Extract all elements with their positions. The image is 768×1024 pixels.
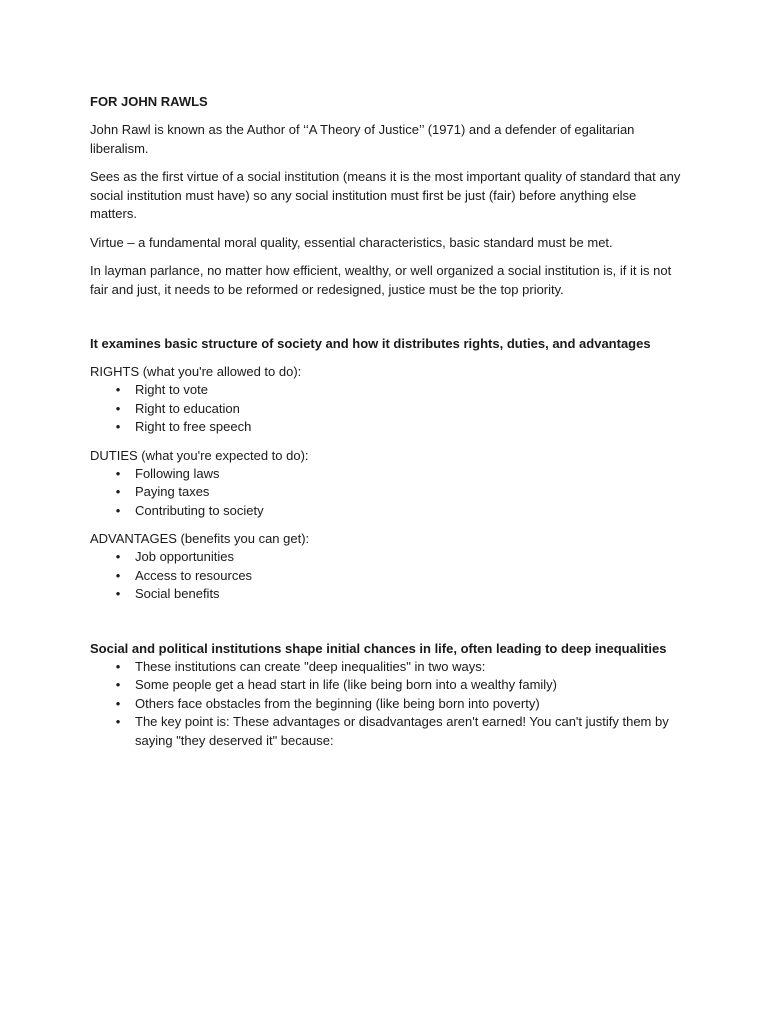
rights-list <box>90 381 685 437</box>
bullet-icon: • <box>115 400 121 416</box>
section-heading-institutions: Social and political institutions shape initial chances in life, often leading to deep inequalities <box>90 640 667 656</box>
bullet-icon: • <box>115 484 121 499</box>
rights-label: RIGHTS (what you're allowed to do): <box>90 364 302 379</box>
list-item: • Some people get a head start in life (like being born into a wealthy family) <box>90 676 685 695</box>
advantages-label: ADVANTAGES (benefits you can get): <box>90 531 310 546</box>
list-item: • Right to education <box>90 400 685 419</box>
list-item: • Contributing to society <box>90 502 685 521</box>
bullet-icon: • <box>115 382 121 397</box>
list-item: • Others face obstacles from the beginning (like being born into poverty) <box>90 695 685 714</box>
paragraph-layman: In layman parlance, no matter how efficient, wealthy, or well organized a social institution is, if it is not fair and just, it needs to be reformed or redesigned, justice must be the top priority. <box>90 263 672 297</box>
paragraph-first-virtue: Sees as the first virtue of a social institution (means it is the most important quality of standard that any social institution must have) so any social institution must first be just (fair) before anything else matters. <box>90 169 681 221</box>
list-item: • Right to vote <box>90 381 685 400</box>
bullet-icon: • <box>115 586 121 601</box>
list-item: • Right to free speech <box>90 418 685 437</box>
institutions-list <box>90 658 685 751</box>
bullet-icon: • <box>115 567 121 583</box>
bullet-icon: • <box>115 677 121 692</box>
section-heading-basic-structure: It examines basic structure of society and how it distributes rights, duties, and advantages <box>90 336 651 351</box>
bullet-icon: • <box>115 714 121 729</box>
duties-list <box>90 465 685 521</box>
advantages-list <box>90 548 685 604</box>
duties-label: DUTIES (what you're expected to do): <box>90 447 309 463</box>
list-item: • Social benefits <box>90 585 685 604</box>
bullet-icon: • <box>115 419 121 434</box>
section-heading-john-rawls: FOR JOHN RAWLS <box>90 94 208 109</box>
bullet-icon: • <box>115 695 121 711</box>
list-item: • Paying taxes <box>90 483 685 502</box>
list-item: • Job opportunities <box>90 548 685 567</box>
list-item: • The key point is: These advantages or disadvantages aren't earned! You can't justify them by saying "they deserved it" because: <box>90 713 685 750</box>
paragraph-author: John Rawl is known as the Author of ‘‘A Theory of Justice’’ (1971) and a defender of egalitarian liberalism. <box>90 122 635 156</box>
document-body <box>90 93 685 750</box>
bullet-icon: • <box>115 549 121 564</box>
list-item: • Access to resources <box>90 567 685 586</box>
list-item: • Following laws <box>90 465 685 484</box>
bullet-icon: • <box>115 502 121 518</box>
list-item: • These institutions can create "deep inequalities" in two ways: <box>90 658 685 677</box>
bullet-icon: • <box>115 465 121 481</box>
bullet-icon: • <box>115 658 121 674</box>
paragraph-virtue-definition: Virtue – a fundamental moral quality, essential characteristics, basic standard must be met. <box>90 234 613 250</box>
